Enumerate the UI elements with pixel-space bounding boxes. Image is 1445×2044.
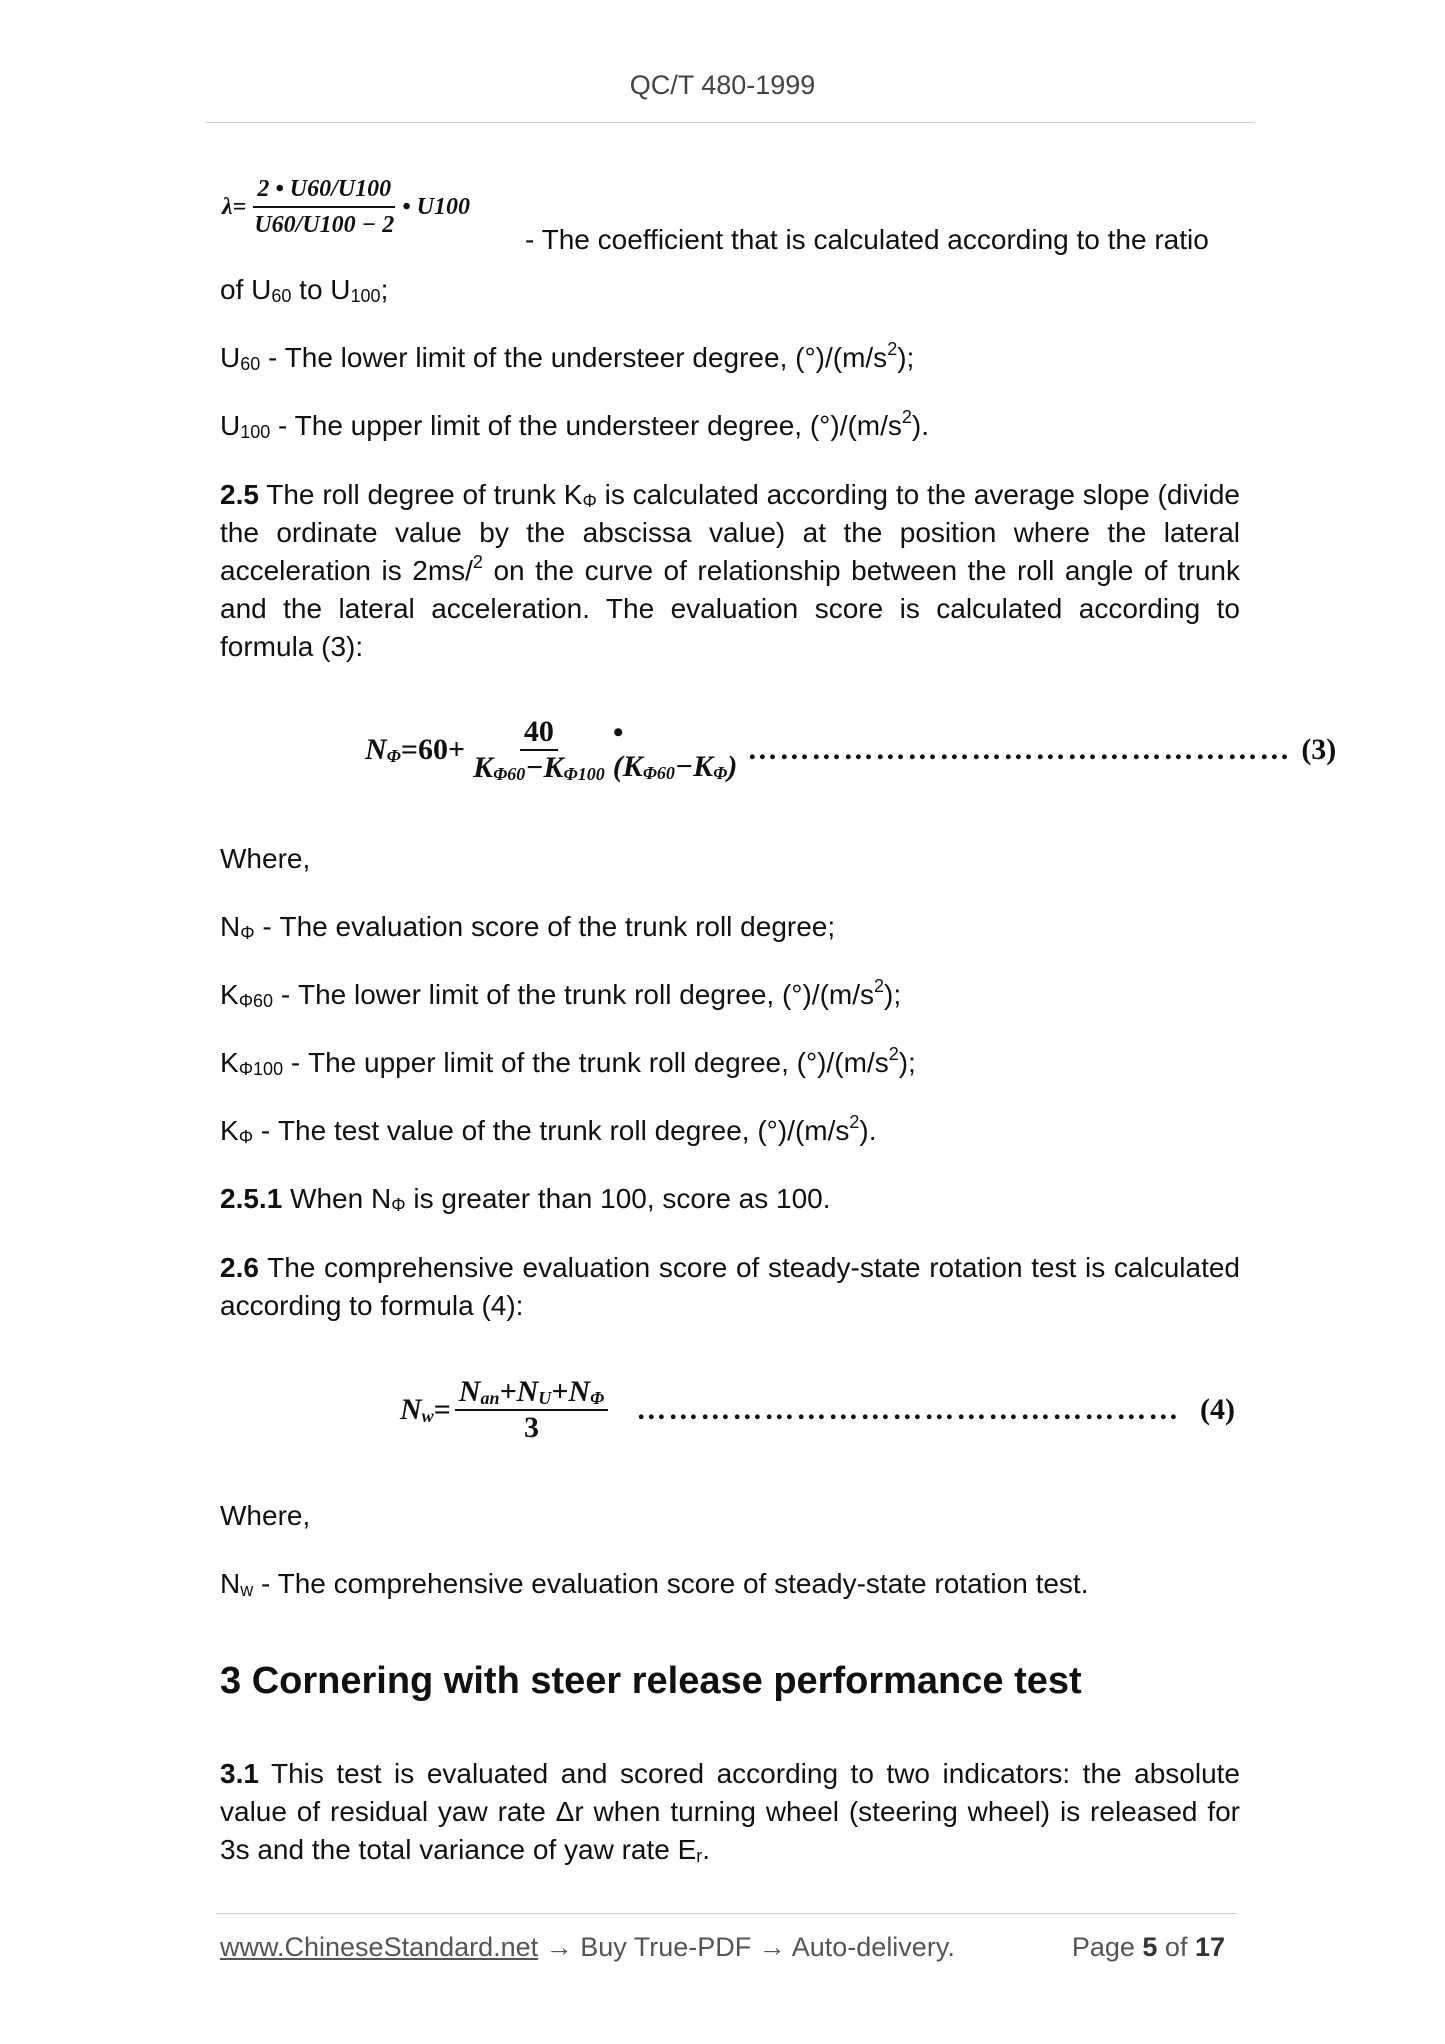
def-symbol: U [220, 342, 241, 373]
def-text: - The upper limit of the trunk roll degree, (°)/(m/s [283, 1047, 889, 1078]
page-label: Page [1071, 1932, 1143, 1962]
def-symbol: N [220, 1568, 241, 1599]
def-text: - The upper limit of the understeer degree, (°)/(m/s [270, 410, 902, 441]
formula4-num-mid1: +N [499, 1375, 539, 1408]
where-label-1: Where, [220, 843, 311, 874]
formula3-tail [613, 716, 738, 784]
def-symbol: K [220, 1047, 239, 1078]
def-superscript: 2 [874, 976, 885, 996]
def-end: ). [911, 410, 930, 441]
formula-lambda-lhs: λ= [222, 193, 247, 220]
section-text-b: is calculated according to the average slope (divide the ordinate value by the abscissa value) at the position where the lateral acceleration is 2ms/ [220, 479, 1241, 586]
def-subscript: Φ [238, 1127, 254, 1147]
def-text: - The lower limit of the trunk roll degree, (°)/(m/s [273, 979, 874, 1010]
formula3-lhs [365, 733, 401, 767]
def-end: ). [859, 1115, 877, 1146]
section-text-a: The roll degree of trunk K [258, 479, 583, 510]
section-text-a: When N [282, 1183, 392, 1214]
formula3-tail-mid: −K [674, 750, 714, 783]
def-symbol: K [220, 1115, 239, 1146]
section-number: 3.1 [220, 1758, 259, 1789]
formula3-numerator: 40 [520, 715, 558, 751]
section-text-b: is greater than 100, score as 100. [405, 1183, 831, 1214]
website-link[interactable]: www.ChineseStandard.net [220, 1932, 539, 1962]
formula-3 [365, 712, 1337, 788]
def-end: ); [898, 1047, 916, 1078]
definition-k-phi60 [220, 976, 901, 1014]
section-2-6-paragraph [220, 1249, 1240, 1325]
section-2-5-1-paragraph [220, 1180, 831, 1218]
definition-n-w [220, 1565, 1089, 1603]
def-superscript: 2 [901, 407, 912, 427]
formula4-denominator: 3 [524, 1411, 539, 1444]
page-total: 17 [1194, 1932, 1225, 1962]
lambda-text-end: ; [380, 274, 389, 305]
section-2-5-paragraph [220, 476, 1240, 666]
def-superscript: 2 [849, 1112, 860, 1132]
def-subscript: 100 [240, 422, 271, 442]
footer-purchase-text: → Buy True-PDF → Auto-delivery. [538, 1932, 955, 1962]
def-text: - The test value of the trunk roll degree, (°)/(m/s [253, 1115, 850, 1146]
section-text-c: on the curve of relationship between the roll angle of trunk and the lateral acceleration. The evaluation score is calculated according to formula (3): [220, 555, 1240, 662]
lambda-description-line1 [525, 221, 1209, 259]
def-superscript: 2 [887, 339, 898, 359]
def-symbol: U [220, 410, 241, 441]
header-divider [206, 122, 1253, 123]
def-subscript: Φ60 [238, 991, 274, 1011]
where-label-2: Where, [220, 1500, 311, 1531]
formula3-tail-end: ) [727, 750, 738, 783]
formula4-num-n: N [458, 1375, 481, 1408]
section-text-b: . [702, 1834, 711, 1865]
formula3-tail-sub1: Φ60 [642, 763, 675, 783]
def-superscript: 2 [888, 1044, 899, 1064]
page-of-label: of [1157, 1932, 1195, 1962]
definition-n-phi [220, 908, 835, 946]
formula-lambda [222, 172, 470, 242]
section-subscript: r [696, 1846, 703, 1866]
formula4-leader-dots: …………………………………………… [636, 1393, 1181, 1426]
definition-u100 [220, 407, 929, 445]
definition-u60 [220, 339, 914, 377]
formula3-leader-dots: …………………………………………… [747, 733, 1292, 766]
formula4-lhs-symbol: N [400, 1393, 422, 1426]
formula3-den-a-sub: Φ60 [493, 764, 526, 784]
formula-4 [400, 1370, 1235, 1450]
section-number: 2.6 [220, 1252, 259, 1283]
formula3-den-b-sub: Φ100 [563, 764, 605, 784]
section-subscript: Φ [391, 1195, 406, 1215]
formula4-lhs-subscript: w [421, 1406, 434, 1426]
def-text: - The evaluation score of the trunk roll degree; [254, 911, 836, 942]
def-end: ); [884, 979, 902, 1010]
formula-lambda-tail: • U100 [402, 193, 470, 220]
formula-lambda-denominator: U60/U100 − 2 [254, 212, 395, 238]
lambda-description-text: - The coefficient that is calculated according to the ratio [525, 224, 1209, 255]
def-symbol: N [220, 911, 241, 942]
formula3-den-a: K [473, 751, 494, 784]
def-text: - The lower limit of the understeer degree, (°)/(m/s [260, 342, 888, 373]
definition-k-phi100 [220, 1044, 916, 1082]
def-subscript: Φ100 [238, 1059, 284, 1079]
formula4-num-sub3: Φ [590, 1388, 605, 1408]
lambda-description-line2 [220, 271, 388, 309]
formula3-tail-a: • (K [612, 716, 643, 783]
formula4-number: (4) [1200, 1393, 1235, 1426]
section-3-1-paragraph [220, 1755, 1240, 1869]
section-superscript: 2 [472, 552, 483, 572]
section-number: 2.5.1 [220, 1183, 283, 1214]
section-number: 2.5 [220, 479, 259, 510]
footer-left [220, 1932, 955, 1963]
section-text-a: This test is evaluated and scored according to two indicators: the absolute value of residual yaw rate Δr when turning wheel (steering wheel) is released for 3s and the total variance of yaw rate E [220, 1758, 1240, 1865]
formula4-fraction [455, 1375, 608, 1445]
lambda-text-pre: of U [220, 274, 272, 305]
footer-divider [216, 1913, 1236, 1914]
formula3-denominator [469, 751, 609, 785]
formula4-num-sub1: an [480, 1388, 500, 1408]
formula3-lhs-subscript: Φ [386, 746, 401, 766]
page-number: 5 [1142, 1932, 1158, 1962]
section-3-heading: 3 Cornering with steer release performance test [220, 1660, 1082, 1702]
section-subscript: Φ [582, 491, 597, 511]
def-subscript: w [240, 1580, 254, 1600]
formula3-fraction [469, 715, 609, 785]
formula4-equals: = [433, 1393, 451, 1426]
formula3-equals: =60+ [400, 733, 466, 766]
def-text: - The comprehensive evaluation score of steady-state rotation test. [253, 1568, 1089, 1599]
document-header-id: QC/T 480-1999 [629, 70, 816, 100]
formula3-den-minus: −K [525, 751, 564, 784]
u60-subscript: 60 [271, 286, 292, 306]
section-text: The comprehensive evaluation score of steady-state rotation test is calculated according to formula (4): [220, 1252, 1240, 1321]
formula3-lhs-symbol: N [365, 733, 387, 766]
lambda-text-mid: to U [291, 274, 351, 305]
formula4-numerator [455, 1375, 608, 1411]
def-subscript: 60 [240, 354, 261, 374]
formula-lambda-numerator: 2 • U60/U100 [253, 172, 395, 208]
definition-k-phi [220, 1112, 877, 1150]
formula4-num-sub2: U [538, 1388, 552, 1408]
def-symbol: K [220, 979, 239, 1010]
formula-lambda-fraction [250, 172, 398, 242]
formula4-num-mid2: +N [551, 1375, 591, 1408]
page-indicator [1072, 1932, 1225, 1963]
formula3-number: (3) [1301, 733, 1337, 766]
def-end: ); [897, 342, 915, 373]
page-footer [220, 1932, 1235, 1963]
formula3-tail-sub2: Φ [713, 763, 728, 783]
u100-subscript: 100 [350, 286, 381, 306]
def-subscript: Φ [240, 923, 255, 943]
formula4-lhs [400, 1393, 434, 1427]
